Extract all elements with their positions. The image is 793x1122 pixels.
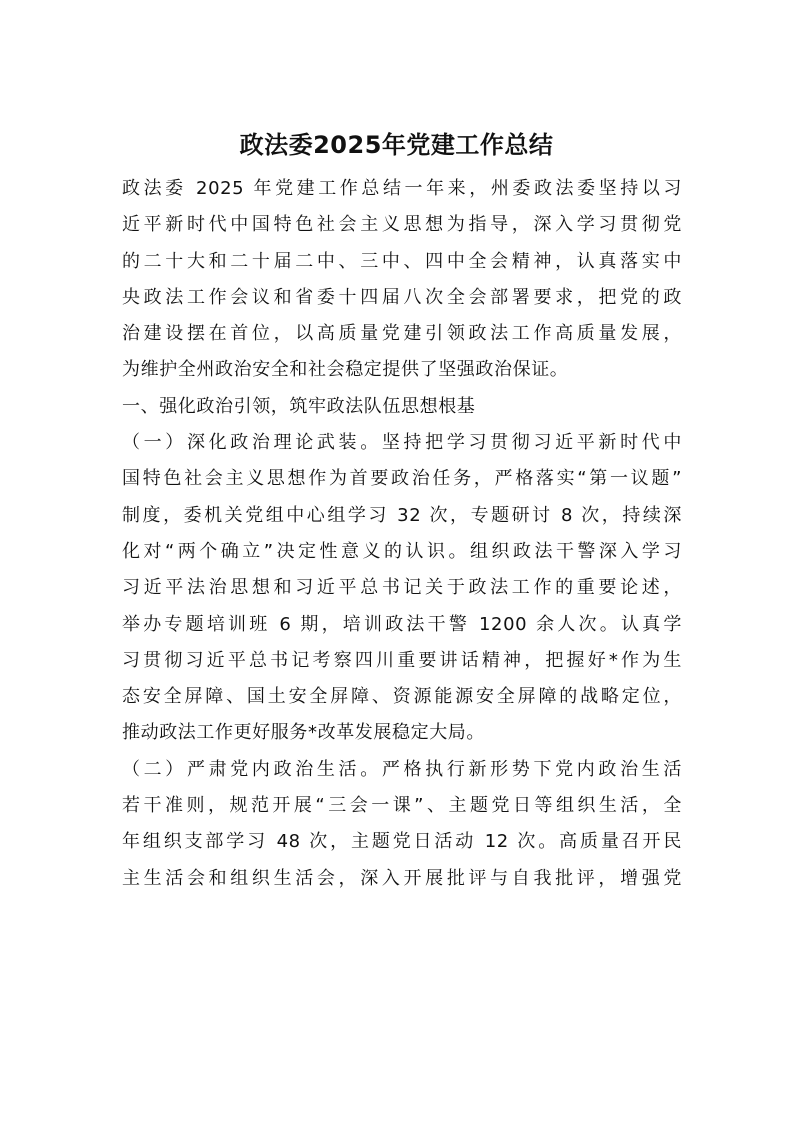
text-line: 央政法工作会议和省委十四届八次全会部署要求，把党的政 bbox=[122, 286, 682, 308]
document-title: 政法委2025年党建工作总结 bbox=[239, 131, 554, 159]
text-line: （一）深化政治理论武装。坚持把学习贯彻习近平新时代中 bbox=[122, 432, 682, 454]
text-line: 一、强化政治引领，筑牢政法队伍思想根基 bbox=[122, 395, 476, 417]
text-line: 政法委 2025 年党建工作总结一年来，州委政法委坚持以习 bbox=[122, 178, 682, 199]
text-line: 若干准则，规范开展“三会一课”、主题党日等组织生活，全 bbox=[122, 795, 682, 817]
document-body bbox=[122, 171, 682, 897]
text-line: （二）严肃党内政治生活。严格执行新形势下党内政治生活 bbox=[122, 758, 682, 780]
text-line: 治建设摆在首位，以高质量党建引领政法工作高质量发展， bbox=[122, 323, 682, 345]
text-line: 主生活会和组织生活会，深入开展批评与自我批评，增强党 bbox=[122, 867, 682, 889]
text-line: 举办专题培训班 6 期，培训政法干警 1200 余人次。认真学 bbox=[122, 613, 682, 635]
text-line: 习近平法治思想和习近平总书记关于政法工作的重要论述， bbox=[122, 577, 682, 599]
text-line: 的二十大和二十届二中、三中、四中全会精神，认真落实中 bbox=[122, 250, 682, 272]
text-line: 为维护全州政治安全和社会稳定提供了坚强政治保证。 bbox=[122, 359, 569, 381]
text-line: 年组织支部学习 48 次，主题党日活动 12 次。高质量召开民 bbox=[122, 831, 682, 853]
text-line: 国特色社会主义思想作为首要政治任务，严格落实“第一议题” bbox=[122, 468, 682, 490]
text-line: 化对“两个确立”决定性意义的认识。组织政法干警深入学习 bbox=[122, 540, 682, 562]
text-line: 制度，委机关党组中心组学习 32 次，专题研讨 8 次，持续深 bbox=[122, 504, 682, 526]
text-line: 习贯彻习近平总书记考察四川重要讲话精神，把握好*作为生 bbox=[122, 649, 682, 671]
text-line: 近平新时代中国特色社会主义思想为指导，深入学习贯彻党 bbox=[122, 214, 682, 236]
text-line: 态安全屏障、国土安全屏障、资源能源安全屏障的战略定位， bbox=[122, 686, 682, 708]
text-line: 推动政法工作更好服务*改革发展稳定大局。 bbox=[122, 722, 485, 744]
